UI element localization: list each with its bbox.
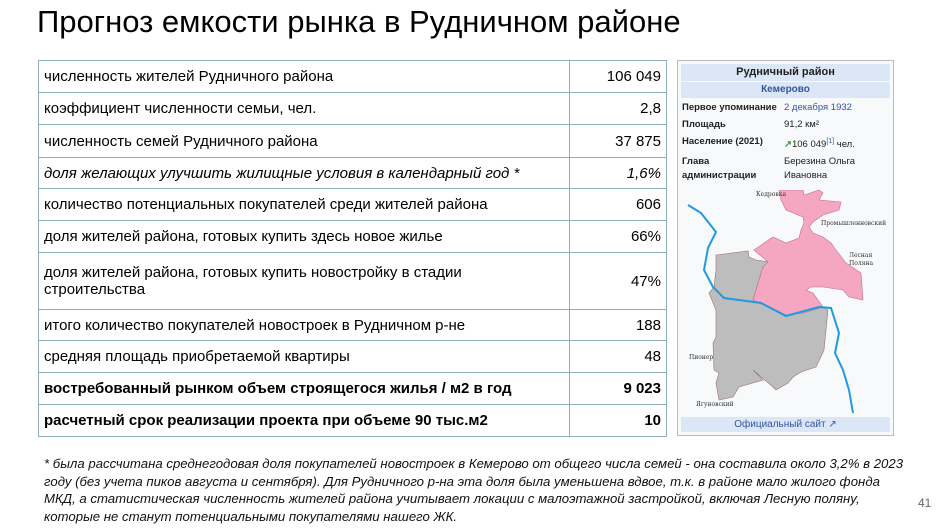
table-row: [39, 341, 667, 373]
map-label-kedrovka: Кедровка: [756, 191, 787, 198]
row-label: средняя площадь приобретаемой квартиры: [39, 341, 570, 373]
infobox-city-link[interactable]: Кемерово: [681, 82, 890, 98]
table-row: [39, 221, 667, 253]
table-row: [39, 61, 667, 93]
row-value: 48: [570, 341, 667, 373]
row-value: 37 875: [570, 125, 667, 158]
reference-link[interactable]: [1]: [826, 138, 835, 145]
infobox-row-first-mention: Первое упоминание 2 декабря 1932: [678, 101, 893, 115]
first-mention-link[interactable]: 2 декабря 1932: [784, 102, 852, 113]
page-number: 41: [918, 496, 932, 510]
row-label: востребованный рынком объем строящегося жилья / м2 в год: [39, 373, 570, 405]
table-row: [39, 158, 667, 189]
infobox-title: Рудничный район: [681, 64, 890, 81]
external-link-icon: ↗: [828, 419, 837, 430]
row-label: доля жителей района, готовых купить новостройку в стадии строительства: [39, 253, 570, 310]
row-value: 188: [570, 310, 667, 341]
map-pink-area: [753, 190, 863, 315]
row-label: коэффициент численности семьи, чел.: [39, 93, 570, 125]
row-value: 1,6%: [570, 158, 667, 189]
market-capacity-table: [38, 60, 667, 437]
table-row: [39, 189, 667, 221]
row-label: доля жителей района, готовых купить здесь новое жилье: [39, 221, 570, 253]
row-label: численность семей Рудничного района: [39, 125, 570, 158]
official-site-link[interactable]: Официальный сайт ↗: [681, 417, 890, 432]
row-label: численность жителей Рудничного района: [39, 61, 570, 93]
row-label: итого количество покупателей новостроек в Рудничном р-не: [39, 310, 570, 341]
infobox-row-population: Население (2021) ↗106 049[1] чел.: [682, 136, 855, 151]
page-title: Прогноз емкости рынка в Рудничном районе: [37, 4, 681, 39]
row-value: 606: [570, 189, 667, 221]
map-label-pioner: Пионер: [689, 354, 714, 361]
footnote: * была рассчитана среднегодовая доля покупателей новостроек в Кемерово от общего числа семей - она составила около 3,2% в 2023 году (без учета пиков августа и сентября). Для Рудничного р-на эта доля была уменьшена вдвое, т.к. в районе мало жилого фонда МКД, а статистическая численность жителей района учитывает локации с малоэтажной застройкой, включая Лесную поляну, которые не станут потенциальными покупателями нашего ЖК.: [44, 456, 904, 524]
row-value: 2,8: [570, 93, 667, 125]
table-row: [39, 310, 667, 341]
row-value: 47%: [570, 253, 667, 310]
map-label-promyshlennovsky: Промышленновский: [821, 220, 887, 227]
row-value: 106 049: [570, 61, 667, 93]
district-infobox: [677, 60, 894, 436]
district-map: [676, 190, 896, 420]
map-label-yagunovsky: Ягуновский: [696, 401, 734, 408]
row-label: доля желающих улучшить жилищные условия в календарный год *: [39, 158, 570, 189]
table-row: [39, 253, 667, 310]
table-row: [39, 125, 667, 158]
row-value: 9 023: [570, 373, 667, 405]
table-row: [39, 93, 667, 125]
infobox-row-head: Глава администрации Березина Ольга Ивановна: [682, 156, 856, 182]
row-label: количество потенциальных покупателей среди жителей района: [39, 189, 570, 221]
map-label-lesnaya-polyana: Лесная Поляна: [849, 252, 874, 267]
table-row: [39, 405, 667, 437]
row-value: 10: [570, 405, 667, 437]
table-row: [39, 373, 667, 405]
infobox-row-area: Площадь 91,2 км²: [682, 119, 819, 130]
row-value: 66%: [570, 221, 667, 253]
increase-arrow-icon: ↗: [784, 139, 792, 151]
row-label: расчетный срок реализации проекта при объеме 90 тыс.м2: [39, 405, 570, 437]
